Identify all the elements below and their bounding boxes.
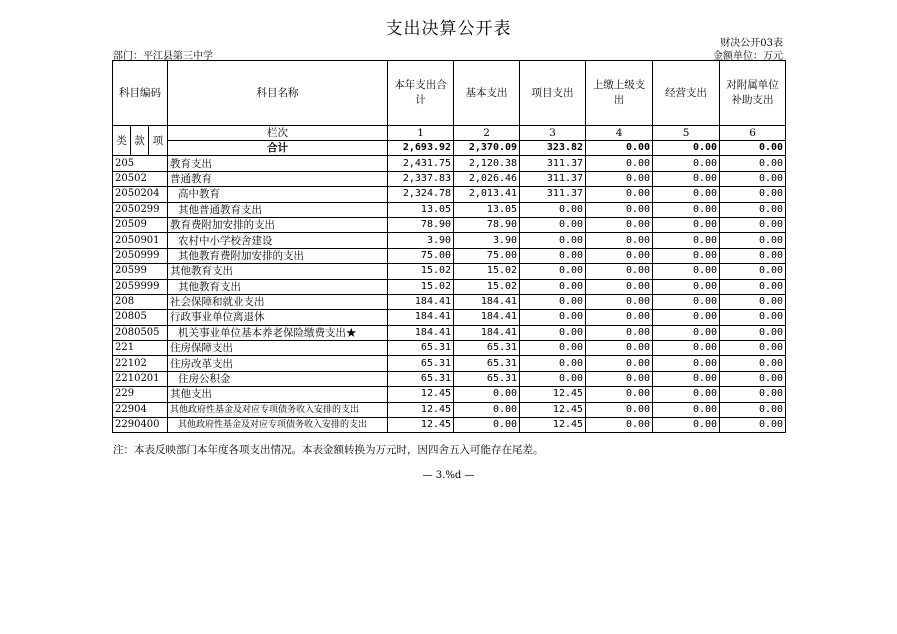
subject-code-cell: 2059999 — [113, 279, 168, 294]
amount-cell: 184.41 — [388, 310, 454, 325]
subject-name-cell: 其他政府性基金及对应专项债务收入安排的支出 — [168, 418, 388, 433]
amount-cell: 0.00 — [720, 187, 786, 202]
amount-cell: 0.00 — [720, 264, 786, 279]
amount-cell: 0.00 — [720, 156, 786, 171]
amount-cell: 0.00 — [720, 233, 786, 248]
table-row — [113, 418, 786, 433]
subject-code-cell: 208 — [113, 294, 168, 309]
subject-name-cell: 其他教育费附加安排的支出 — [168, 248, 388, 263]
total-cell: 2,693.92 — [388, 141, 454, 156]
amount-cell: 0.00 — [586, 356, 653, 371]
table-body — [113, 156, 786, 433]
amount-cell: 75.00 — [454, 248, 520, 263]
amount-cell: 0.00 — [720, 341, 786, 356]
amount-cell: 0.00 — [653, 202, 720, 217]
amount-cell: 3.90 — [454, 233, 520, 248]
subject-code-cell: 2050999 — [113, 248, 168, 263]
total-cell: 0.00 — [586, 141, 653, 156]
subject-code-cell: 2050901 — [113, 233, 168, 248]
subject-name-cell: 住房改革支出 — [168, 356, 388, 371]
table-row — [113, 248, 786, 263]
amount-cell: 0.00 — [720, 279, 786, 294]
header-subsidy: 对附属单位补助支出 — [720, 61, 786, 126]
subject-code-cell: 22102 — [113, 356, 168, 371]
amount-cell: 0.00 — [720, 418, 786, 433]
table-row — [113, 156, 786, 171]
amount-cell: 0.00 — [586, 233, 653, 248]
subject-code-cell: 2210201 — [113, 371, 168, 386]
amount-cell: 0.00 — [586, 264, 653, 279]
table-row — [113, 371, 786, 386]
amount-cell: 2,026.46 — [454, 171, 520, 186]
amount-cell: 0.00 — [653, 387, 720, 402]
subject-name-cell: 住房保障支出 — [168, 341, 388, 356]
amount-cell: 0.00 — [653, 310, 720, 325]
amount-cell: 75.00 — [388, 248, 454, 263]
amount-cell: 0.00 — [586, 171, 653, 186]
amount-cell: 0.00 — [520, 264, 586, 279]
amount-cell: 0.00 — [653, 341, 720, 356]
subject-code-cell: 2050204 — [113, 187, 168, 202]
table-row — [113, 310, 786, 325]
table-row — [113, 387, 786, 402]
amount-cell: 0.00 — [653, 371, 720, 386]
table-row — [113, 294, 786, 309]
col-num: 1 — [388, 126, 454, 141]
table-row — [113, 279, 786, 294]
table-row — [113, 202, 786, 217]
amount-cell: 12.45 — [388, 418, 454, 433]
subject-code-cell: 20502 — [113, 171, 168, 186]
header-business: 经营支出 — [653, 61, 720, 126]
subject-name-cell: 教育费附加安排的支出 — [168, 217, 388, 232]
subject-code-cell: 20509 — [113, 217, 168, 232]
header-upper: 上缴上级支出 — [586, 61, 653, 126]
amount-cell: 0.00 — [586, 387, 653, 402]
amount-cell: 0.00 — [520, 294, 586, 309]
subject-code-cell: 20805 — [113, 310, 168, 325]
amount-cell: 184.41 — [454, 310, 520, 325]
amount-cell: 0.00 — [653, 402, 720, 417]
header-subject-code: 科目编码 — [113, 61, 168, 126]
amount-cell: 0.00 — [586, 325, 653, 340]
amount-cell: 0.00 — [720, 294, 786, 309]
amount-cell: 0.00 — [653, 279, 720, 294]
amount-cell: 0.00 — [520, 202, 586, 217]
amount-cell: 65.31 — [388, 341, 454, 356]
total-cell: 0.00 — [720, 141, 786, 156]
amount-cell: 0.00 — [520, 248, 586, 263]
amount-cell: 184.41 — [454, 294, 520, 309]
amount-cell: 0.00 — [586, 202, 653, 217]
table-row — [113, 402, 786, 417]
amount-cell: 0.00 — [653, 294, 720, 309]
subject-code-cell: 2080505 — [113, 325, 168, 340]
amount-cell: 0.00 — [653, 356, 720, 371]
amount-cell: 0.00 — [653, 171, 720, 186]
subject-code-cell: 229 — [113, 387, 168, 402]
amount-cell: 0.00 — [586, 156, 653, 171]
amount-cell: 184.41 — [454, 325, 520, 340]
total-cell: 323.82 — [520, 141, 586, 156]
amount-cell: 13.05 — [388, 202, 454, 217]
col-num: 3 — [520, 126, 586, 141]
col-num: 2 — [454, 126, 520, 141]
amount-cell: 12.45 — [388, 402, 454, 417]
amount-cell: 78.90 — [388, 217, 454, 232]
amount-cell: 12.45 — [388, 387, 454, 402]
header-subject-name: 科目名称 — [168, 61, 388, 126]
amount-cell: 0.00 — [653, 325, 720, 340]
amount-cell: 0.00 — [520, 371, 586, 386]
amount-cell: 2,324.78 — [388, 187, 454, 202]
amount-cell: 0.00 — [586, 279, 653, 294]
subject-name-cell: 住房公积金 — [168, 371, 388, 386]
amount-cell: 0.00 — [586, 217, 653, 232]
amount-cell: 78.90 — [454, 217, 520, 232]
amount-cell: 0.00 — [653, 264, 720, 279]
amount-cell: 0.00 — [586, 341, 653, 356]
amount-cell: 0.00 — [720, 202, 786, 217]
amount-cell: 2,013.41 — [454, 187, 520, 202]
amount-cell: 0.00 — [653, 233, 720, 248]
total-cell: 0.00 — [653, 141, 720, 156]
unit-label: 金额单位：万元 — [713, 51, 783, 62]
header-total: 本年支出合计 — [388, 61, 454, 126]
subject-code-cell: 22904 — [113, 402, 168, 417]
amount-cell: 0.00 — [653, 156, 720, 171]
subject-name-cell: 其他普通教育支出 — [168, 202, 388, 217]
amount-cell: 12.45 — [520, 402, 586, 417]
amount-cell: 65.31 — [388, 356, 454, 371]
amount-cell: 311.37 — [520, 187, 586, 202]
amount-cell: 3.90 — [388, 233, 454, 248]
department-label: 部门：平江县第三中学 — [113, 51, 213, 62]
amount-cell: 2,431.75 — [388, 156, 454, 171]
table-row — [113, 217, 786, 232]
subject-code-cell: 20599 — [113, 264, 168, 279]
header-kuan: 款 — [131, 126, 149, 156]
amount-cell: 0.00 — [520, 341, 586, 356]
subject-name-cell: 普通教育 — [168, 171, 388, 186]
amount-cell: 0.00 — [454, 387, 520, 402]
form-number: 财决公开03表 — [720, 38, 783, 49]
col-num: 4 — [586, 126, 653, 141]
subject-name-cell: 其他教育支出 — [168, 279, 388, 294]
subject-code-cell: 205 — [113, 156, 168, 171]
table-row — [113, 264, 786, 279]
expenditure-table — [112, 60, 786, 433]
amount-cell: 15.02 — [454, 264, 520, 279]
amount-cell: 0.00 — [720, 356, 786, 371]
amount-cell: 12.45 — [520, 418, 586, 433]
header-xiang: 项 — [149, 126, 168, 156]
amount-cell: 0.00 — [586, 294, 653, 309]
amount-cell: 0.00 — [520, 217, 586, 232]
total-cell: 2,370.09 — [454, 141, 520, 156]
header-project: 项目支出 — [520, 61, 586, 126]
amount-cell: 0.00 — [653, 187, 720, 202]
amount-cell: 0.00 — [586, 248, 653, 263]
page-number: — 3.%d — — [422, 470, 475, 481]
col-num: 6 — [720, 126, 786, 141]
amount-cell: 0.00 — [720, 371, 786, 386]
amount-cell: 0.00 — [720, 402, 786, 417]
table-row — [113, 187, 786, 202]
amount-cell: 184.41 — [388, 325, 454, 340]
amount-cell: 65.31 — [454, 356, 520, 371]
amount-cell: 65.31 — [388, 371, 454, 386]
amount-cell: 0.00 — [720, 171, 786, 186]
footnote: 注：本表反映部门本年度各项支出情况。本表金额转换为万元时，因四舍五入可能存在尾差。 — [113, 444, 544, 456]
amount-cell: 0.00 — [720, 248, 786, 263]
amount-cell: 0.00 — [653, 248, 720, 263]
amount-cell: 15.02 — [388, 264, 454, 279]
page-title: 支出决算公开表 — [385, 19, 512, 39]
amount-cell: 0.00 — [520, 356, 586, 371]
subject-name-cell: 高中教育 — [168, 187, 388, 202]
amount-cell: 0.00 — [720, 217, 786, 232]
amount-cell: 2,337.83 — [388, 171, 454, 186]
amount-cell: 0.00 — [586, 402, 653, 417]
subject-name-cell: 其他政府性基金及对应专项债务收入安排的支出 — [168, 402, 388, 417]
table-row — [113, 341, 786, 356]
table-row — [113, 325, 786, 340]
column-index-label: 栏次 — [168, 126, 388, 141]
amount-cell: 0.00 — [720, 325, 786, 340]
total-label: 合计 — [168, 141, 388, 156]
col-num: 5 — [653, 126, 720, 141]
table-row — [113, 233, 786, 248]
subject-name-cell: 社会保障和就业支出 — [168, 294, 388, 309]
amount-cell: 65.31 — [454, 341, 520, 356]
amount-cell: 0.00 — [520, 279, 586, 294]
amount-cell: 311.37 — [520, 156, 586, 171]
subject-name-cell: 农村中小学校舍建设 — [168, 233, 388, 248]
amount-cell: 12.45 — [520, 387, 586, 402]
table-row — [113, 356, 786, 371]
amount-cell: 0.00 — [586, 310, 653, 325]
amount-cell: 15.02 — [388, 279, 454, 294]
amount-cell: 0.00 — [586, 187, 653, 202]
amount-cell: 0.00 — [454, 418, 520, 433]
amount-cell: 0.00 — [586, 371, 653, 386]
subject-code-cell: 2050299 — [113, 202, 168, 217]
amount-cell: 0.00 — [653, 217, 720, 232]
amount-cell: 0.00 — [586, 418, 653, 433]
subject-name-cell: 其他支出 — [168, 387, 388, 402]
subject-name-cell: 其他教育支出 — [168, 264, 388, 279]
amount-cell: 0.00 — [520, 310, 586, 325]
amount-cell: 0.00 — [454, 402, 520, 417]
subject-code-cell: 2290400 — [113, 418, 168, 433]
subject-name-cell: 行政事业单位离退休 — [168, 310, 388, 325]
header-lei: 类 — [113, 126, 131, 156]
amount-cell: 13.05 — [454, 202, 520, 217]
amount-cell: 311.37 — [520, 171, 586, 186]
amount-cell: 0.00 — [720, 310, 786, 325]
table-row — [113, 171, 786, 186]
subject-name-cell: 教育支出 — [168, 156, 388, 171]
amount-cell: 184.41 — [388, 294, 454, 309]
subject-code-cell: 221 — [113, 341, 168, 356]
header-basic: 基本支出 — [454, 61, 520, 126]
amount-cell: 15.02 — [454, 279, 520, 294]
amount-cell: 0.00 — [720, 387, 786, 402]
amount-cell: 65.31 — [454, 371, 520, 386]
amount-cell: 0.00 — [653, 418, 720, 433]
amount-cell: 2,120.38 — [454, 156, 520, 171]
subject-name-cell: 机关事业单位基本养老保险缴费支出★ — [168, 325, 388, 340]
amount-cell: 0.00 — [520, 325, 586, 340]
amount-cell: 0.00 — [520, 233, 586, 248]
